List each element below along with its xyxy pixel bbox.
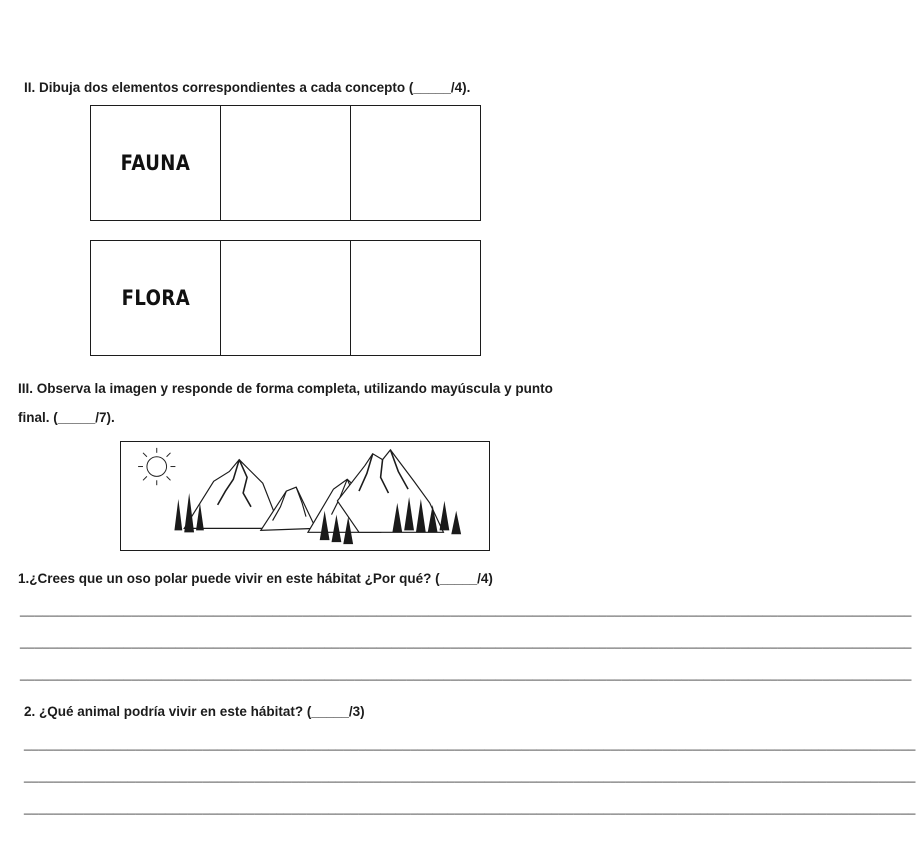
mountain-landscape-illustration [121,442,489,550]
answer-line-q2-1[interactable]: ________________________________________________________________________________________________________________________ [24,736,916,751]
flora-box-row [90,240,481,356]
sun-icon [138,448,175,485]
fauna-drawing-cell-1[interactable] [221,106,351,220]
answer-line-q1-1[interactable]: ________________________________________________________________________________________________________________________ [20,602,912,617]
mountains [184,450,443,532]
answer-line-q2-2[interactable]: ________________________________________________________________________________________________________________________ [24,768,916,783]
flora-drawing-cell-2[interactable] [351,241,480,355]
fauna-drawing-cell-2[interactable] [351,106,480,220]
question-1: 1.¿Crees que un oso polar puede vivir en este hábitat ¿Por qué? (_____/4) [18,571,493,586]
answer-line-q1-2[interactable]: ________________________________________________________________________________________________________________________ [20,634,912,649]
answer-line-q2-3[interactable]: ________________________________________________________________________________________________________________________ [24,800,916,815]
flora-label: FLORA [121,286,190,310]
mountain-habitat-image [120,441,490,551]
section-2-heading: II. Dibuja dos elementos correspondientes a cada concepto (_____/4). [24,80,471,95]
fauna-label: FAUNA [120,151,191,175]
answer-line-q1-3[interactable]: ________________________________________________________________________________________________________________________ [20,666,912,681]
fauna-label-cell [91,106,221,220]
section-3-heading-line-1: III. Observa la imagen y responde de forma completa, utilizando mayúscula y punto [18,381,553,396]
flora-label-cell [91,241,221,355]
section-3-heading-line-2: final. (_____/7). [18,410,115,425]
question-2: 2. ¿Qué animal podría vivir en este hábitat? (_____/3) [24,704,365,719]
fauna-box-row [90,105,481,221]
flora-drawing-cell-1[interactable] [221,241,351,355]
